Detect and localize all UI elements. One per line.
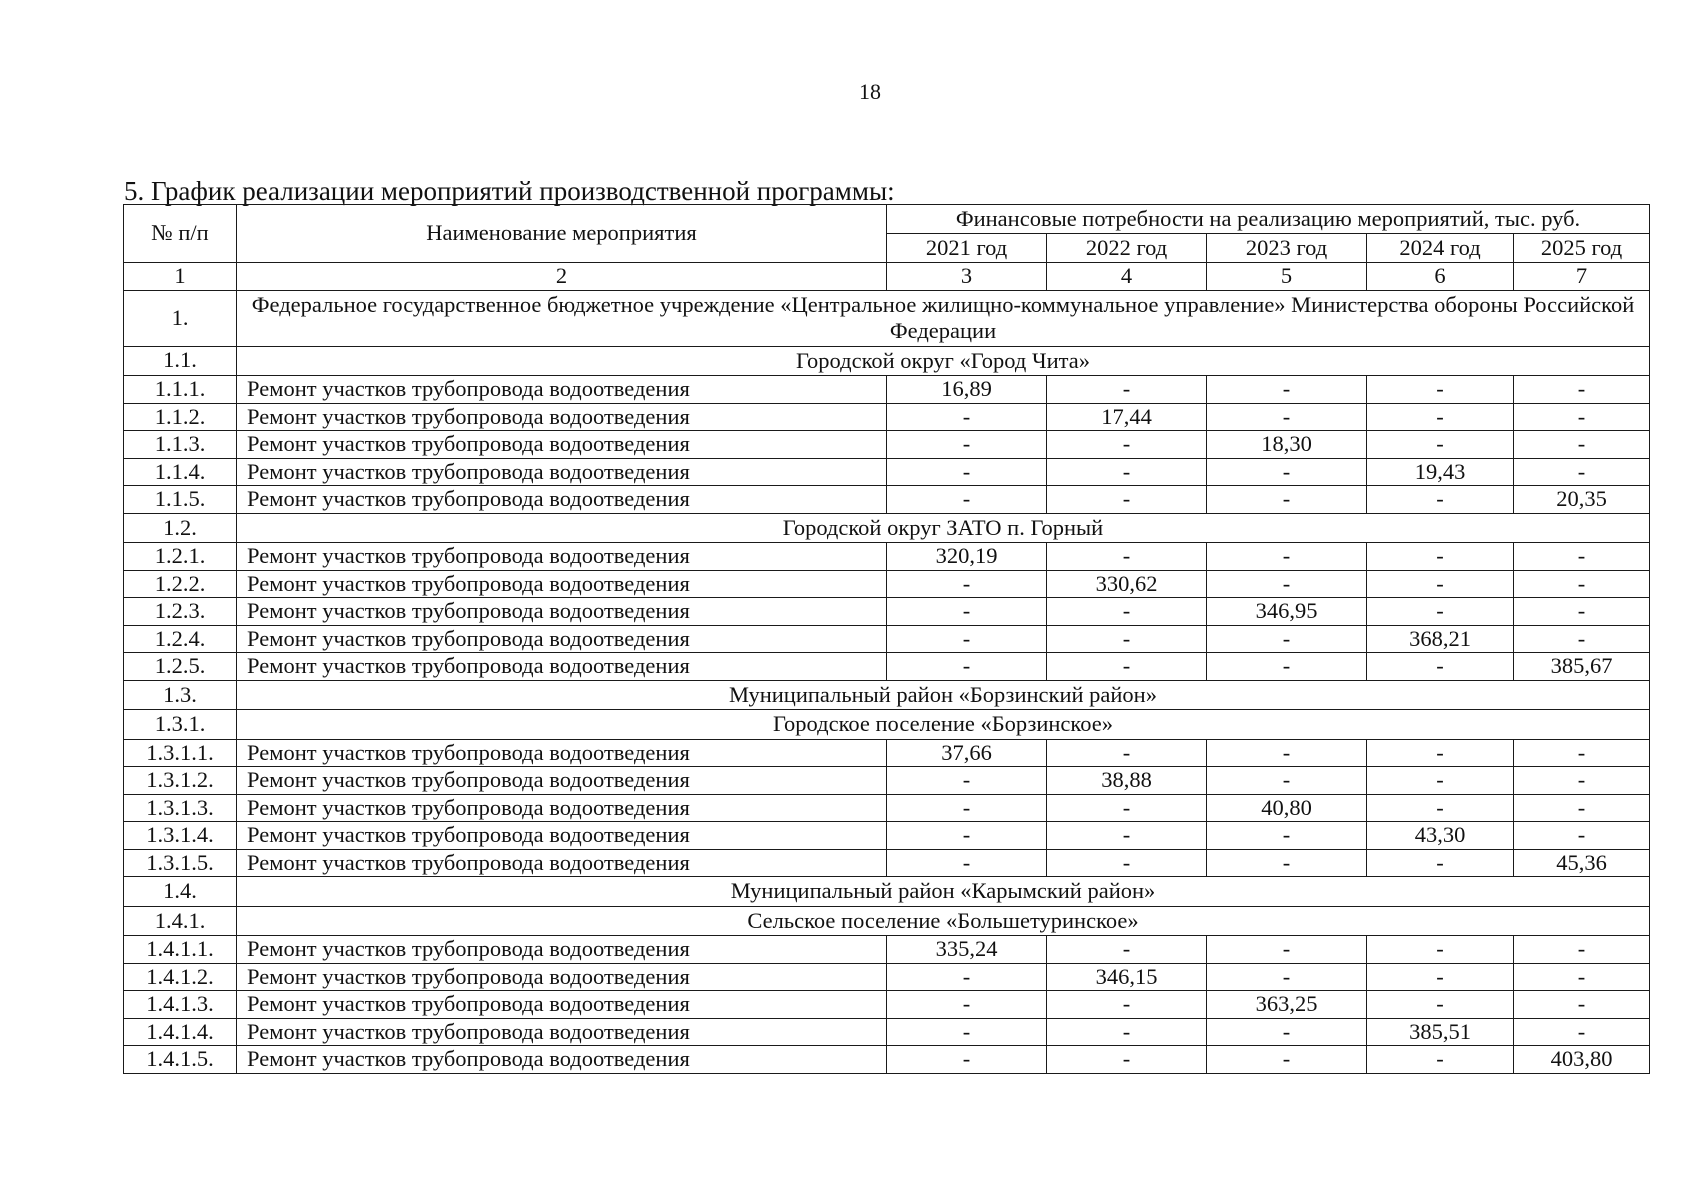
finance-value: -: [1514, 822, 1650, 850]
finance-value: -: [887, 963, 1047, 991]
finance-value: -: [887, 767, 1047, 795]
group-title: Муниципальный район «Борзинский район»: [237, 680, 1650, 710]
finance-value: -: [1047, 849, 1207, 877]
finance-value: -: [1514, 991, 1650, 1019]
activity-name: Ремонт участков трубопровода водоотведения: [237, 625, 887, 653]
table-row: [124, 653, 1650, 681]
finance-value: -: [1514, 403, 1650, 431]
table-row: [124, 1046, 1650, 1074]
table-row: [124, 991, 1650, 1019]
finance-value: 19,43: [1367, 458, 1514, 486]
table-row: [124, 570, 1650, 598]
activity-name: Ремонт участков трубопровода водоотведения: [237, 936, 887, 964]
finance-value: -: [1207, 458, 1367, 486]
page-number: 18: [859, 79, 881, 104]
row-number: 1.2.3.: [124, 598, 237, 626]
row-number: 1.4.: [124, 877, 237, 907]
finance-value: -: [1367, 486, 1514, 514]
table-row: [124, 625, 1650, 653]
header-year: 2021 год: [887, 234, 1047, 263]
row-number: 1.1.4.: [124, 458, 237, 486]
row-number: 1.4.1.5.: [124, 1046, 237, 1074]
finance-value: -: [1207, 822, 1367, 850]
finance-value: 38,88: [1047, 767, 1207, 795]
column-number: 4: [1047, 263, 1207, 291]
finance-value: -: [1367, 991, 1514, 1019]
finance-value: -: [1367, 403, 1514, 431]
finance-value: 20,35: [1514, 486, 1650, 514]
finance-value: -: [1514, 376, 1650, 404]
finance-value: -: [1207, 570, 1367, 598]
activity-name: Ремонт участков трубопровода водоотведения: [237, 849, 887, 877]
finance-value: -: [1047, 486, 1207, 514]
finance-value: -: [1367, 936, 1514, 964]
row-number: 1.3.1.: [124, 710, 237, 740]
activity-name: Ремонт участков трубопровода водоотведения: [237, 991, 887, 1019]
table-row: [124, 486, 1650, 514]
finance-value: -: [1207, 376, 1367, 404]
finance-value: -: [1367, 598, 1514, 626]
finance-value: -: [1207, 1018, 1367, 1046]
column-number-row: [124, 263, 1650, 291]
finance-value: 43,30: [1367, 822, 1514, 850]
row-number: 1.1.: [124, 346, 237, 376]
header-row: [124, 205, 1650, 234]
table-row: [124, 376, 1650, 404]
group-row: [124, 906, 1650, 936]
finance-value: -: [1514, 458, 1650, 486]
finance-value: -: [887, 1046, 1047, 1074]
activity-name: Ремонт участков трубопровода водоотведения: [237, 1046, 887, 1074]
group-title: Городской округ ЗАТО п. Горный: [237, 513, 1650, 543]
finance-value: -: [1047, 653, 1207, 681]
table-row: [124, 543, 1650, 571]
finance-value: -: [1367, 431, 1514, 459]
activity-name: Ремонт участков трубопровода водоотведения: [237, 376, 887, 404]
header-num: № п/п: [124, 205, 237, 263]
finance-value: 363,25: [1207, 991, 1367, 1019]
row-number: 1.2.2.: [124, 570, 237, 598]
finance-value: -: [1514, 1018, 1650, 1046]
table-row: [124, 739, 1650, 767]
finance-value: -: [1514, 794, 1650, 822]
activity-name: Ремонт участков трубопровода водоотведения: [237, 486, 887, 514]
finance-value: 346,15: [1047, 963, 1207, 991]
finance-value: -: [1207, 849, 1367, 877]
finance-value: -: [1207, 1046, 1367, 1074]
finance-value: -: [1367, 849, 1514, 877]
activity-name: Ремонт участков трубопровода водоотведения: [237, 739, 887, 767]
activity-name: Ремонт участков трубопровода водоотведения: [237, 431, 887, 459]
schedule-table: [123, 204, 1650, 1074]
finance-value: -: [1047, 991, 1207, 1019]
row-number: 1.1.1.: [124, 376, 237, 404]
table-row: [124, 598, 1650, 626]
row-number: 1.2.: [124, 513, 237, 543]
header-name: Наименование мероприятия: [237, 205, 887, 263]
group-title: Сельское поселение «Большетуринское»: [237, 906, 1650, 936]
finance-value: 17,44: [1047, 403, 1207, 431]
finance-value: -: [1514, 963, 1650, 991]
row-number: 1.3.1.1.: [124, 739, 237, 767]
finance-value: 45,36: [1514, 849, 1650, 877]
group-row: [124, 290, 1650, 346]
finance-value: -: [1367, 570, 1514, 598]
finance-value: 385,51: [1367, 1018, 1514, 1046]
finance-value: -: [1514, 543, 1650, 571]
finance-value: -: [1047, 1018, 1207, 1046]
finance-value: -: [1514, 570, 1650, 598]
table-row: [124, 849, 1650, 877]
row-number: 1.1.2.: [124, 403, 237, 431]
finance-value: -: [1367, 376, 1514, 404]
finance-value: -: [887, 1018, 1047, 1046]
group-title: Муниципальный район «Карымский район»: [237, 877, 1650, 907]
finance-value: -: [1047, 376, 1207, 404]
activity-name: Ремонт участков трубопровода водоотведения: [237, 570, 887, 598]
group-row: [124, 680, 1650, 710]
finance-value: -: [1047, 543, 1207, 571]
finance-value: -: [1047, 431, 1207, 459]
group-title: Городской округ «Город Чита»: [237, 346, 1650, 376]
finance-value: -: [1514, 598, 1650, 626]
group-title: Федеральное государственное бюджетное учреждение «Центральное жилищно-коммунальное управление» Министерства обороны Российской Федерации: [237, 290, 1650, 346]
table-row: [124, 767, 1650, 795]
finance-value: -: [1367, 767, 1514, 795]
header-year: 2025 год: [1514, 234, 1650, 263]
finance-value: -: [1207, 963, 1367, 991]
group-row: [124, 346, 1650, 376]
finance-value: -: [1047, 794, 1207, 822]
finance-value: 18,30: [1207, 431, 1367, 459]
column-number: 3: [887, 263, 1047, 291]
finance-value: -: [887, 653, 1047, 681]
finance-value: -: [887, 458, 1047, 486]
group-row: [124, 513, 1650, 543]
finance-value: -: [1207, 739, 1367, 767]
finance-value: -: [1047, 458, 1207, 486]
finance-value: 368,21: [1367, 625, 1514, 653]
finance-value: -: [1514, 767, 1650, 795]
column-number: 7: [1514, 263, 1650, 291]
finance-value: -: [887, 598, 1047, 626]
finance-value: -: [1047, 739, 1207, 767]
section-title: 5. График реализации мероприятий производственной программы:: [124, 176, 895, 206]
table-row: [124, 963, 1650, 991]
activity-name: Ремонт участков трубопровода водоотведения: [237, 963, 887, 991]
column-number: 6: [1367, 263, 1514, 291]
finance-value: -: [1367, 543, 1514, 571]
finance-value: -: [1207, 486, 1367, 514]
finance-value: -: [1514, 431, 1650, 459]
finance-value: -: [1207, 543, 1367, 571]
finance-value: -: [1207, 625, 1367, 653]
activity-name: Ремонт участков трубопровода водоотведения: [237, 543, 887, 571]
finance-value: -: [1367, 963, 1514, 991]
finance-value: -: [1514, 936, 1650, 964]
row-number: 1.4.1.2.: [124, 963, 237, 991]
row-number: 1.4.1.4.: [124, 1018, 237, 1046]
finance-value: -: [887, 849, 1047, 877]
finance-value: -: [1367, 739, 1514, 767]
row-number: 1.3.1.5.: [124, 849, 237, 877]
table-row: [124, 458, 1650, 486]
finance-value: -: [1207, 653, 1367, 681]
finance-value: 16,89: [887, 376, 1047, 404]
finance-value: 40,80: [1207, 794, 1367, 822]
group-row: [124, 710, 1650, 740]
activity-name: Ремонт участков трубопровода водоотведения: [237, 822, 887, 850]
row-number: 1.2.1.: [124, 543, 237, 571]
finance-value: 335,24: [887, 936, 1047, 964]
finance-value: -: [1047, 625, 1207, 653]
finance-value: -: [1047, 598, 1207, 626]
group-row: [124, 877, 1650, 907]
finance-value: -: [887, 403, 1047, 431]
table-row: [124, 431, 1650, 459]
activity-name: Ремонт участков трубопровода водоотведения: [237, 653, 887, 681]
row-number: 1.2.4.: [124, 625, 237, 653]
finance-value: -: [887, 822, 1047, 850]
row-number: 1.1.3.: [124, 431, 237, 459]
finance-value: -: [887, 794, 1047, 822]
finance-value: -: [1047, 822, 1207, 850]
finance-value: 346,95: [1207, 598, 1367, 626]
activity-name: Ремонт участков трубопровода водоотведения: [237, 767, 887, 795]
row-number: 1.2.5.: [124, 653, 237, 681]
row-number: 1.1.5.: [124, 486, 237, 514]
row-number: 1.4.1.1.: [124, 936, 237, 964]
finance-value: -: [887, 431, 1047, 459]
finance-value: 330,62: [1047, 570, 1207, 598]
row-number: 1.3.: [124, 680, 237, 710]
finance-value: -: [887, 991, 1047, 1019]
finance-value: -: [887, 570, 1047, 598]
activity-name: Ремонт участков трубопровода водоотведения: [237, 794, 887, 822]
table-row: [124, 794, 1650, 822]
finance-value: 385,67: [1514, 653, 1650, 681]
table-row: [124, 403, 1650, 431]
finance-value: -: [887, 625, 1047, 653]
finance-value: -: [1207, 936, 1367, 964]
activity-name: Ремонт участков трубопровода водоотведения: [237, 403, 887, 431]
activity-name: Ремонт участков трубопровода водоотведения: [237, 458, 887, 486]
table-row: [124, 1018, 1650, 1046]
header-year: 2023 год: [1207, 234, 1367, 263]
finance-value: -: [1367, 794, 1514, 822]
column-number: 1: [124, 263, 237, 291]
row-number: 1.4.1.: [124, 906, 237, 936]
finance-value: -: [887, 486, 1047, 514]
header-year: 2022 год: [1047, 234, 1207, 263]
finance-value: 403,80: [1514, 1046, 1650, 1074]
column-number: 5: [1207, 263, 1367, 291]
column-number: 2: [237, 263, 887, 291]
group-title: Городское поселение «Борзинское»: [237, 710, 1650, 740]
table-row: [124, 936, 1650, 964]
header-year: 2024 год: [1367, 234, 1514, 263]
finance-value: 37,66: [887, 739, 1047, 767]
row-number: 1.4.1.3.: [124, 991, 237, 1019]
row-number: 1.3.1.4.: [124, 822, 237, 850]
finance-value: -: [1514, 625, 1650, 653]
table-row: [124, 822, 1650, 850]
row-number: 1.: [124, 290, 237, 346]
activity-name: Ремонт участков трубопровода водоотведения: [237, 598, 887, 626]
finance-value: 320,19: [887, 543, 1047, 571]
finance-value: -: [1047, 1046, 1207, 1074]
header-finance: Финансовые потребности на реализацию мероприятий, тыс. руб.: [887, 205, 1650, 234]
finance-value: -: [1367, 1046, 1514, 1074]
finance-value: -: [1207, 403, 1367, 431]
finance-value: -: [1514, 739, 1650, 767]
row-number: 1.3.1.3.: [124, 794, 237, 822]
row-number: 1.3.1.2.: [124, 767, 237, 795]
finance-value: -: [1047, 936, 1207, 964]
finance-value: -: [1367, 653, 1514, 681]
activity-name: Ремонт участков трубопровода водоотведения: [237, 1018, 887, 1046]
finance-value: -: [1207, 767, 1367, 795]
